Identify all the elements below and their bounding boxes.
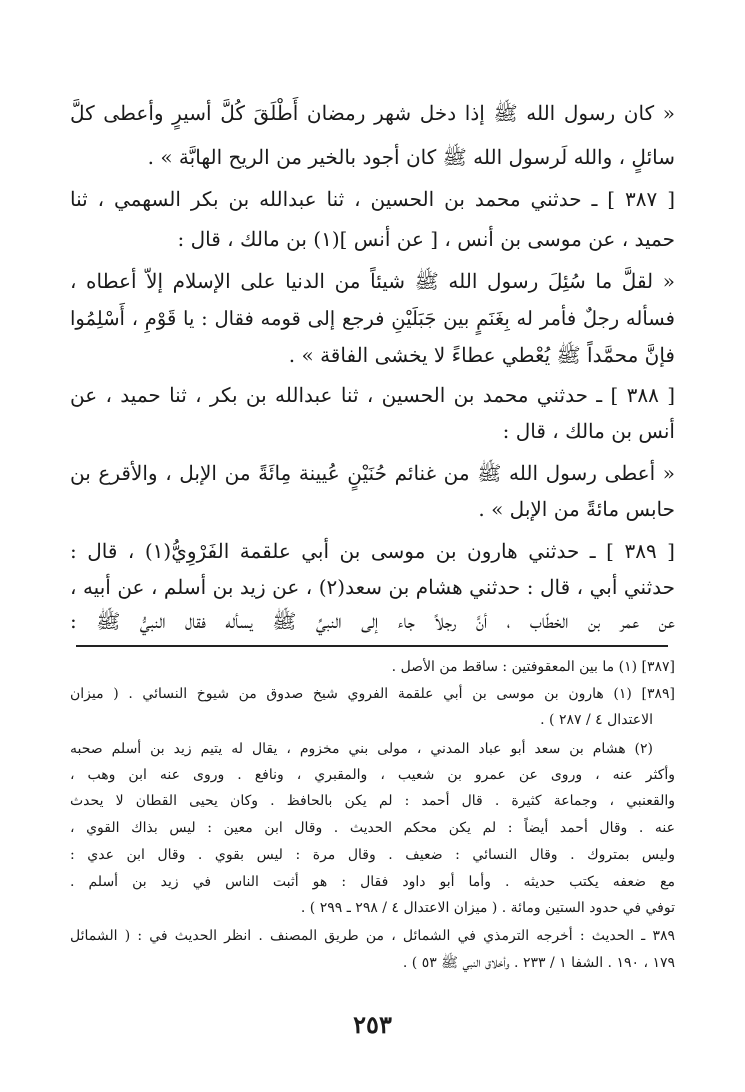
main-text-line: فسأله رجلٌ فأمر له بِغَنَمٍ بين جَبَلَيْنِ فرجع إلى قومه فقال : يا قَوْمِ ، أَسْلِمُوا — [70, 307, 675, 330]
footnote-389-2: (٢) هشام بن سعد أبو عباد المدني ، مولى بني مخزوم ، يقال له يتيم زيد بن أسلم صحبه — [70, 741, 653, 757]
main-text-line: « لقلَّ ما سُئِلَ رسول الله ﷺ شيئاً من الدنيا على الإسلام إلاّ أعطاه ، — [70, 269, 675, 293]
page-number: ٢٥٣ — [353, 1010, 392, 1039]
footnote-line: عنه . وقال أحمد أيضاً : لم يكن محكم الحديث . وقال ابن معين : ليس بذاك القوي ، — [70, 820, 675, 836]
main-text-line: حابس مائةً من الإبل » . — [478, 497, 675, 521]
footnote-line: والقعنبي ، وجماعة كثيرة . قال أحمد : لم يكن بالحافظ . وكان يحيى القطان لا يحدث — [70, 793, 675, 809]
footnote-line: الاعتدال ٤ / ٢٨٧ ) . — [540, 712, 653, 728]
footnote-divider — [76, 645, 668, 647]
footnote-387-1: [٣٨٧] (١) ما بين المعقوفتين : ساقط من الأصل . — [391, 659, 675, 675]
footnote-line: توفي في حدود الستين ومائة . ( ميزان الاعتدال ٤ / ٢٩٨ ـ ٢٩٩ ) . — [300, 900, 675, 916]
footnote-line: مع ضعفه يكتب حديثه . وأما أبو داود فقال : هو أثبت الناس في زيد بن أسلم . — [70, 874, 675, 890]
footnote-hadith-389: ٣٨٩ ـ الحديث : أخرجه الترمذي في الشمائل ، من طريق المصنف . انظر الحديث في : ( الشمائل — [70, 928, 675, 944]
hadith-389-isnad: [ ٣٨٩ ] ـ حدثني هارون بن موسى بن أبي علقمة الفَرْوِيُّ(١) ، قال : — [70, 539, 675, 563]
footnote-line: ١٧٩ ، ١٩٠ . الشفا ١ / ٢٣٣ . وأخلاق النبي ﷺ ٥٣ ) . — [402, 955, 675, 971]
footnote-389-1: [٣٨٩] (١) هارون بن موسى بن أبي علقمة الفروي شيخ صدوق من شيوخ النسائي . ( ميزان — [70, 686, 675, 702]
main-text-line: حدثني أبي ، قال : حدثني هشام بن سعد(٢) ، عن زيد بن أسلم ، عن أبيه ، — [70, 575, 675, 599]
main-text-line: فإنَّ محمَّداً ﷺ يُعْطي عطاءً لا يخشى الفاقة » . — [288, 343, 675, 367]
main-text-line: عن عمر بن الخطّاب ، أنَّ رجلاً جاء إلى النبيِّ ﷺ يسأله فقال النبيُّ ﷺ : — [70, 609, 675, 633]
main-text-line: أنس بن مالك ، قال : — [502, 419, 675, 443]
footnote-line: وليس بمتروك . وقال النسائي : ضعيف . وقال مرة : ليس بقوي . وقال ابن عدي : — [70, 847, 675, 863]
main-text-line: حميد ، عن موسى بن أنس ، [ عن أنس ](١) بن مالك ، قال : — [177, 227, 675, 251]
main-text-line: « كان رسول الله ﷺ إذا دخل شهر رمضان أَطْلَقَ كُلَّ أسيرٍ وأعطى كلَّ — [70, 101, 675, 125]
hadith-387-isnad: [ ٣٨٧ ] ـ حدثني محمد بن الحسين ، ثنا عبدالله بن بكر السهمي ، ثنا — [70, 187, 675, 211]
main-text-line: سائلٍ ، والله لَرسول الله ﷺ كان أجود بالخير من الريح الهابَّة » . — [147, 145, 675, 169]
main-text-line: « أعطى رسول الله ﷺ من غنائم حُنَيْنٍ عُيينة مِائَةً من الإبل ، والأقرع بن — [70, 461, 675, 485]
footnote-line: وأكثر عنه ، وروى عن عمرو بن شعيب ، والمقبري ، ونافع . وروى عنه ابن وهب ، — [70, 767, 675, 783]
hadith-388-isnad: [ ٣٨٨ ] ـ حدثني محمد بن الحسين ، ثنا عبدالله بن بكر ، ثنا حميد ، عن — [70, 383, 675, 407]
